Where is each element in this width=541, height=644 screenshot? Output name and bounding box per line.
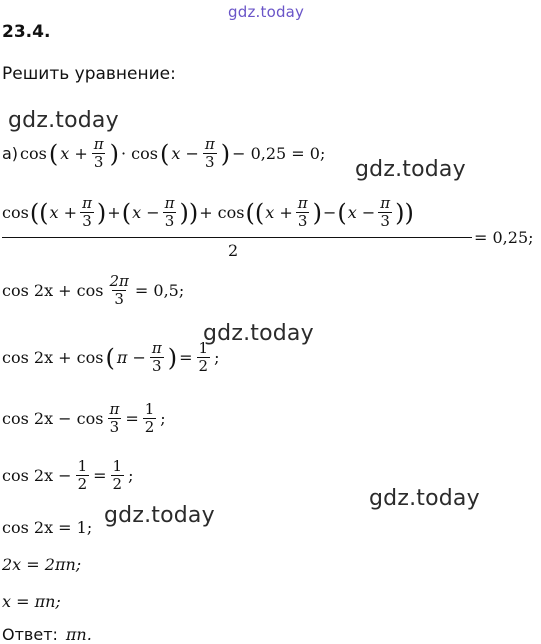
denominator: 2 xyxy=(198,357,209,375)
text: = xyxy=(125,409,139,428)
fraction xyxy=(378,195,392,230)
numerator: π xyxy=(82,194,92,212)
text: cos xyxy=(20,144,47,163)
denominator: 3 xyxy=(152,357,162,375)
paren: ( xyxy=(48,139,59,168)
fraction xyxy=(80,195,94,230)
text: x − xyxy=(132,203,160,222)
denominator: 3 xyxy=(380,212,390,230)
text: · cos xyxy=(120,144,158,163)
text: cos 2x + cos xyxy=(2,348,104,367)
watermark: gdz.today xyxy=(104,503,215,528)
equation-line-1 xyxy=(2,136,325,171)
text: ; xyxy=(128,466,134,485)
fraction xyxy=(150,340,164,375)
paren: )) xyxy=(395,198,414,227)
numerator: 1 xyxy=(77,457,88,475)
fraction xyxy=(203,136,217,171)
denominator: 2 xyxy=(112,475,123,493)
text: x − xyxy=(347,203,376,222)
denominator: 3 xyxy=(93,153,104,171)
text: = 0,5; xyxy=(134,281,185,300)
fraction-denominator: 2 xyxy=(228,241,239,260)
equation-line-2-numerator xyxy=(2,195,414,230)
denominator: 3 xyxy=(114,290,124,308)
problem-number: 23.4. xyxy=(2,22,51,42)
equation-line-4 xyxy=(2,340,219,375)
paren: ) xyxy=(312,198,322,227)
text: ; xyxy=(214,348,220,367)
watermark: gdz.today xyxy=(203,321,314,346)
fraction-bar xyxy=(2,237,472,238)
equation-line-7: cos 2x = 1; xyxy=(2,518,93,537)
denominator: 3 xyxy=(205,153,215,171)
paren: ) xyxy=(96,198,107,227)
text: = xyxy=(179,348,193,367)
text: x − xyxy=(171,144,199,163)
fraction xyxy=(163,195,177,230)
watermark: gdz.today xyxy=(355,157,466,182)
text: − 0,25 = 0; xyxy=(232,144,326,163)
paren: ( xyxy=(105,343,115,372)
equation-line-5 xyxy=(2,401,166,436)
text: x + xyxy=(60,144,88,163)
watermark: gdz.today xyxy=(369,486,480,511)
fraction xyxy=(107,273,130,308)
numerator: π xyxy=(297,194,308,212)
text: x + xyxy=(265,203,293,222)
text: ; xyxy=(160,409,166,428)
denominator: 3 xyxy=(109,418,120,436)
task-text: Решить уравнение: xyxy=(2,64,176,84)
fraction xyxy=(92,136,106,171)
text: cos 2x − xyxy=(2,466,72,485)
paren: )) xyxy=(179,198,199,227)
text: + cos xyxy=(199,203,245,222)
denominator: 3 xyxy=(297,212,308,230)
fraction xyxy=(111,458,125,493)
numerator: π xyxy=(151,339,162,357)
paren: ( xyxy=(159,139,170,168)
fraction xyxy=(107,401,121,436)
paren: ( xyxy=(337,198,347,227)
numerator: π xyxy=(380,194,391,212)
equation-line-9: x = πn; xyxy=(2,592,61,611)
numerator: 2π xyxy=(109,272,129,290)
paren: ) xyxy=(220,139,231,168)
fraction xyxy=(76,458,90,493)
answer-line xyxy=(2,625,92,644)
equation-rhs: = 0,25; xyxy=(474,228,534,247)
equation-line-6 xyxy=(2,458,133,493)
paren: (( xyxy=(29,198,49,227)
numerator: 1 xyxy=(144,400,155,418)
numerator: π xyxy=(93,135,104,153)
denominator: 3 xyxy=(82,212,92,230)
numerator: π xyxy=(164,194,175,212)
answer-label: Ответ: xyxy=(2,625,58,644)
numerator: 1 xyxy=(112,457,123,475)
equation-line-3 xyxy=(2,273,184,308)
text: x + xyxy=(49,203,78,222)
denominator: 2 xyxy=(144,418,155,436)
watermark: gdz.today xyxy=(8,108,119,133)
text: + xyxy=(107,203,121,222)
text: cos xyxy=(2,203,29,222)
denominator: 2 xyxy=(77,475,88,493)
numerator: π xyxy=(109,400,120,418)
paren: ) xyxy=(109,139,119,168)
watermark-top: gdz.today xyxy=(228,3,305,21)
part-label: а) xyxy=(2,144,19,163)
answer-value: πn. xyxy=(65,625,92,644)
denominator: 3 xyxy=(164,212,175,230)
text: cos 2x + cos xyxy=(2,281,104,300)
equation-line-8: 2x = 2πn; xyxy=(2,555,82,574)
fraction xyxy=(143,401,157,436)
numerator: 1 xyxy=(198,339,209,357)
text: − xyxy=(322,203,337,222)
numerator: π xyxy=(204,135,215,153)
paren: (( xyxy=(245,198,265,227)
text: π − xyxy=(116,348,146,367)
paren: ( xyxy=(121,198,132,227)
paren: ) xyxy=(167,343,178,372)
text: cos 2x − cos xyxy=(2,409,104,428)
text: = xyxy=(93,466,107,485)
fraction xyxy=(197,340,211,375)
fraction xyxy=(296,195,310,230)
